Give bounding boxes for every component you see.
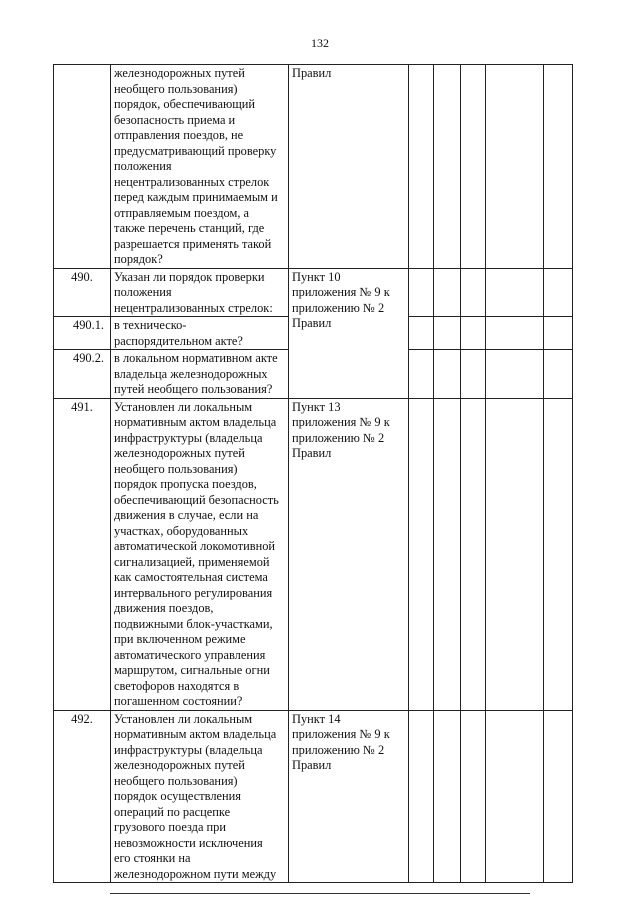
- answer-cell: [409, 65, 434, 269]
- table-row: [54, 710, 573, 883]
- answer-cell: [434, 65, 461, 269]
- answer-cell: [461, 65, 486, 269]
- answer-cell: [461, 710, 486, 883]
- answer-cell: [409, 398, 434, 710]
- answer-cell: [486, 317, 544, 350]
- legal-reference: Пункт 13 приложения № 9 к приложению № 2 Правил: [289, 398, 409, 710]
- row-number: 490.: [54, 268, 111, 317]
- answer-cell: [434, 268, 461, 317]
- answer-cell: [486, 268, 544, 317]
- answer-cell: [544, 710, 573, 883]
- answer-cell: [544, 398, 573, 710]
- question-text: Установлен ли локальным нормативным актом владельца инфраструктуры (владельца железнодорожных путей необщего пользования) порядок пропуска поездов, обеспечивающий безопасность движения в случае, если на участках, оборудованных автоматической локомотивной сигнализацией, применяемой как самостоятельная система интервального регулирования движения поездов, подвижными блок-участками, при включенном режиме автоматического управления маршрутом, сигнальные огни светофоров находятся в погашенном состоянии?: [111, 398, 289, 710]
- answer-cell: [409, 350, 434, 399]
- answer-cell: [461, 398, 486, 710]
- answer-cell: [409, 710, 434, 883]
- answer-cell: [461, 350, 486, 399]
- answer-cell: [486, 65, 544, 269]
- answer-cell: [461, 317, 486, 350]
- answer-cell: [486, 398, 544, 710]
- answer-cell: [544, 350, 573, 399]
- row-number: 491.: [54, 398, 111, 710]
- answer-cell: [434, 350, 461, 399]
- question-text: в локальном нормативном акте владельца железнодорожных путей необщего пользования?: [111, 350, 289, 399]
- legal-reference: Пункт 14 приложения № 9 к приложению № 2 Правил: [289, 710, 409, 883]
- page-number: 132: [311, 36, 329, 50]
- answer-cell: [409, 268, 434, 317]
- legal-reference: Правил: [289, 65, 409, 269]
- bottom-rule: [110, 893, 530, 894]
- question-text: железнодорожных путей необщего пользования) порядок, обеспечивающий безопасность приема и отправления поездов, не предусматривающий проверку положения нецентрализованных стрелок перед каждым принимаемым и отправляемым поездом, а также перечень станций, где разрешается применять такой порядок?: [111, 65, 289, 269]
- answer-cell: [486, 350, 544, 399]
- answer-cell: [434, 398, 461, 710]
- answer-cell: [434, 710, 461, 883]
- answer-cell: [544, 268, 573, 317]
- row-number: 490.1.: [54, 317, 111, 350]
- answer-cell: [486, 710, 544, 883]
- answer-cell: [461, 268, 486, 317]
- table-row: [54, 398, 573, 710]
- question-text: Установлен ли локальным нормативным актом владельца инфраструктуры (владельца железнодорожных путей необщего пользования) порядок осуществления операций по расцепке грузового поезда при невозможности исключения его стоянки на железнодорожном пути между: [111, 710, 289, 883]
- checklist-table: [53, 64, 573, 883]
- answer-cell: [544, 65, 573, 269]
- question-text: в техническо- распорядительном акте?: [111, 317, 289, 350]
- answer-cell: [544, 317, 573, 350]
- row-number: [54, 65, 111, 269]
- table-row: [54, 65, 573, 269]
- question-text: Указан ли порядок проверки положения нецентрализованных стрелок:: [111, 268, 289, 317]
- legal-reference: Пункт 10 приложения № 9 к приложению № 2 Правил: [289, 268, 409, 398]
- answer-cell: [409, 317, 434, 350]
- row-number: 492.: [54, 710, 111, 883]
- row-number: 490.2.: [54, 350, 111, 399]
- table-row: [54, 268, 573, 317]
- answer-cell: [434, 317, 461, 350]
